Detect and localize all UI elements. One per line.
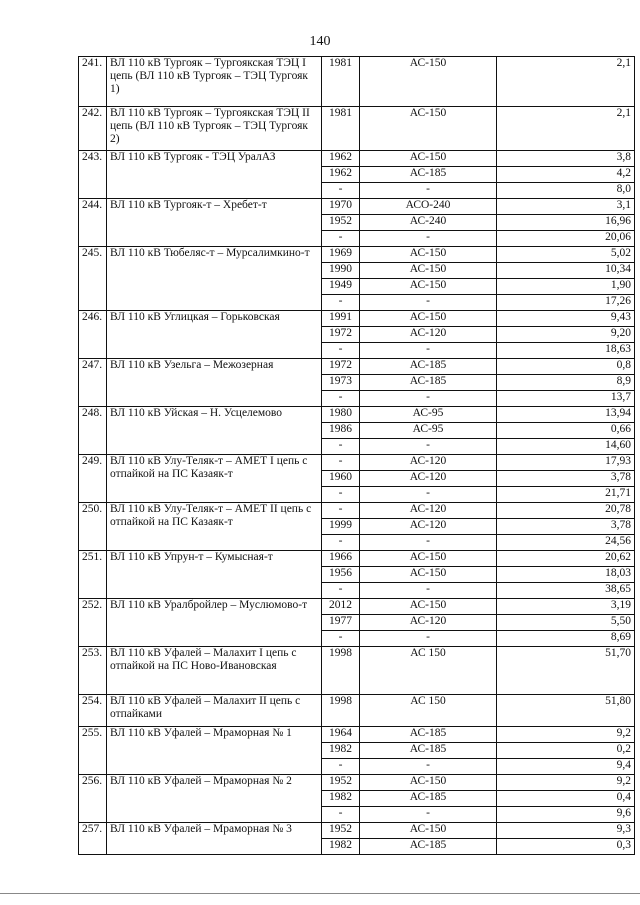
length-cell: 18,03	[497, 567, 635, 583]
wire-type-cell: АС-120	[360, 503, 497, 519]
length-cell: 21,71	[497, 487, 635, 503]
entry-number: 248.	[79, 407, 107, 455]
wire-type-cell: АС-150	[360, 551, 497, 567]
length-cell: 8,0	[497, 183, 635, 199]
line-name: ВЛ 110 кВ Уфалей – Малахит II цепь с отпайками	[107, 695, 322, 727]
year-cell: -	[322, 631, 360, 647]
length-cell: 4,2	[497, 167, 635, 183]
wire-type-cell: -	[360, 439, 497, 455]
year-cell: 1982	[322, 791, 360, 807]
line-name: ВЛ 110 кВ Уфалей – Мраморная № 2	[107, 775, 322, 823]
length-cell: 16,96	[497, 215, 635, 231]
length-cell: 3,1	[497, 199, 635, 215]
year-cell: 1973	[322, 375, 360, 391]
wire-type-cell: АС-185	[360, 839, 497, 855]
wire-type-cell: АС-150	[360, 107, 497, 151]
wire-type-cell: -	[360, 343, 497, 359]
wire-type-cell: АС-95	[360, 423, 497, 439]
table-row	[79, 775, 635, 791]
entry-number: 252.	[79, 599, 107, 647]
entry-number: 244.	[79, 199, 107, 247]
wire-type-cell: АС-120	[360, 327, 497, 343]
entry-number: 254.	[79, 695, 107, 727]
length-cell: 10,34	[497, 263, 635, 279]
table-row	[79, 199, 635, 215]
length-cell: 20,78	[497, 503, 635, 519]
wire-type-cell: АС-120	[360, 471, 497, 487]
table-row	[79, 407, 635, 423]
wire-type-cell: -	[360, 535, 497, 551]
year-cell: -	[322, 535, 360, 551]
wire-type-cell: АС-120	[360, 519, 497, 535]
year-cell: 1981	[322, 57, 360, 107]
year-cell: 1986	[322, 423, 360, 439]
year-cell: 1998	[322, 695, 360, 727]
line-name: ВЛ 110 кВ Тургояк - ТЭЦ УралАЗ	[107, 151, 322, 199]
wire-type-cell: АС-185	[360, 727, 497, 743]
wire-type-cell: АС-150	[360, 279, 497, 295]
table-row	[79, 151, 635, 167]
line-name: ВЛ 110 кВ Улу-Теляк-т – АМЕТ I цепь с отпайкой на ПС Казаяк-т	[107, 455, 322, 503]
entry-number: 242.	[79, 107, 107, 151]
entry-number: 253.	[79, 647, 107, 695]
year-cell: -	[322, 183, 360, 199]
entry-number: 250.	[79, 503, 107, 551]
length-cell: 9,43	[497, 311, 635, 327]
table-row	[79, 247, 635, 263]
entry-number: 247.	[79, 359, 107, 407]
length-cell: 0,4	[497, 791, 635, 807]
table-row	[79, 551, 635, 567]
wire-type-cell: АС-185	[360, 375, 497, 391]
length-cell: 17,26	[497, 295, 635, 311]
year-cell: 1952	[322, 775, 360, 791]
year-cell: 1966	[322, 551, 360, 567]
table-row	[79, 503, 635, 519]
wire-type-cell: -	[360, 759, 497, 775]
table-row	[79, 311, 635, 327]
length-cell: 51,70	[497, 647, 635, 695]
year-cell: 1960	[322, 471, 360, 487]
length-cell: 0,8	[497, 359, 635, 375]
wire-type-cell: АС-150	[360, 775, 497, 791]
wire-type-cell: АСО-240	[360, 199, 497, 215]
length-cell: 0,2	[497, 743, 635, 759]
year-cell: 1972	[322, 327, 360, 343]
wire-type-cell: -	[360, 583, 497, 599]
length-cell: 9,3	[497, 823, 635, 839]
wire-type-cell: АС-150	[360, 823, 497, 839]
length-cell: 18,63	[497, 343, 635, 359]
line-name: ВЛ 110 кВ Тюбеляс-т – Мурсалимкино-т	[107, 247, 322, 311]
year-cell: -	[322, 503, 360, 519]
year-cell: 1977	[322, 615, 360, 631]
length-cell: 13,94	[497, 407, 635, 423]
length-cell: 38,65	[497, 583, 635, 599]
year-cell: 1982	[322, 839, 360, 855]
entry-number: 249.	[79, 455, 107, 503]
entry-number: 255.	[79, 727, 107, 775]
wire-type-cell: АС-150	[360, 57, 497, 107]
table-row	[79, 107, 635, 151]
length-cell: 9,20	[497, 327, 635, 343]
length-cell: 24,56	[497, 535, 635, 551]
length-cell: 20,06	[497, 231, 635, 247]
wire-type-cell: АС-150	[360, 247, 497, 263]
year-cell: -	[322, 759, 360, 775]
length-cell: 2,1	[497, 107, 635, 151]
wire-type-cell: АС 150	[360, 647, 497, 695]
power-lines-table	[78, 56, 635, 855]
year-cell: 1962	[322, 151, 360, 167]
table-row	[79, 57, 635, 107]
table-row	[79, 647, 635, 695]
table-row	[79, 455, 635, 471]
table-row	[79, 727, 635, 743]
wire-type-cell: АС-150	[360, 263, 497, 279]
wire-type-cell: АС-120	[360, 455, 497, 471]
length-cell: 0,3	[497, 839, 635, 855]
wire-type-cell: -	[360, 183, 497, 199]
length-cell: 3,19	[497, 599, 635, 615]
length-cell: 1,90	[497, 279, 635, 295]
wire-type-cell: -	[360, 295, 497, 311]
line-name: ВЛ 110 кВ Углицкая – Горьковская	[107, 311, 322, 359]
length-cell: 3,78	[497, 471, 635, 487]
year-cell: -	[322, 343, 360, 359]
entry-number: 257.	[79, 823, 107, 855]
year-cell: 1952	[322, 823, 360, 839]
length-cell: 51,80	[497, 695, 635, 727]
wire-type-cell: АС-150	[360, 599, 497, 615]
wire-type-cell: АС-185	[360, 743, 497, 759]
year-cell: 1991	[322, 311, 360, 327]
entry-number: 251.	[79, 551, 107, 599]
line-name: ВЛ 110 кВ Уйская – Н. Усцелемово	[107, 407, 322, 455]
length-cell: 20,62	[497, 551, 635, 567]
line-name: ВЛ 110 кВ Тургояк-т – Хребет-т	[107, 199, 322, 247]
length-cell: 14,60	[497, 439, 635, 455]
wire-type-cell: АС-95	[360, 407, 497, 423]
line-name: ВЛ 110 кВ Уралбройлер – Муслюмово-т	[107, 599, 322, 647]
year-cell: 1964	[322, 727, 360, 743]
year-cell: 1998	[322, 647, 360, 695]
line-name: ВЛ 110 кВ Уфалей – Малахит I цепь с отпайкой на ПС Ново-Ивановская	[107, 647, 322, 695]
wire-type-cell: АС-240	[360, 215, 497, 231]
year-cell: 1981	[322, 107, 360, 151]
year-cell: 2012	[322, 599, 360, 615]
wire-type-cell: -	[360, 807, 497, 823]
wire-type-cell: АС-150	[360, 151, 497, 167]
table-row	[79, 695, 635, 727]
year-cell: 1972	[322, 359, 360, 375]
year-cell: -	[322, 231, 360, 247]
length-cell: 9,2	[497, 727, 635, 743]
length-cell: 13,7	[497, 391, 635, 407]
entry-number: 245.	[79, 247, 107, 311]
wire-type-cell: АС-185	[360, 791, 497, 807]
length-cell: 9,4	[497, 759, 635, 775]
entry-number: 243.	[79, 151, 107, 199]
length-cell: 5,50	[497, 615, 635, 631]
year-cell: 1956	[322, 567, 360, 583]
year-cell: -	[322, 487, 360, 503]
year-cell: 1962	[322, 167, 360, 183]
wire-type-cell: АС-120	[360, 615, 497, 631]
year-cell: 1990	[322, 263, 360, 279]
length-cell: 9,2	[497, 775, 635, 791]
wire-type-cell: АС-150	[360, 567, 497, 583]
length-cell: 8,9	[497, 375, 635, 391]
line-name: ВЛ 110 кВ Тургояк – Тургоякская ТЭЦ I цепь (ВЛ 110 кВ Тургояк – ТЭЦ Тургояк 1)	[107, 57, 322, 107]
wire-type-cell: -	[360, 487, 497, 503]
year-cell: -	[322, 295, 360, 311]
length-cell: 2,1	[497, 57, 635, 107]
year-cell: -	[322, 439, 360, 455]
year-cell: 1982	[322, 743, 360, 759]
line-name: ВЛ 110 кВ Упрун-т – Кумысная-т	[107, 551, 322, 599]
table-row	[79, 599, 635, 615]
year-cell: 1952	[322, 215, 360, 231]
wire-type-cell: -	[360, 631, 497, 647]
length-cell: 9,6	[497, 807, 635, 823]
line-name: ВЛ 110 кВ Уфалей – Мраморная № 1	[107, 727, 322, 775]
wire-type-cell: АС-150	[360, 311, 497, 327]
year-cell: 1980	[322, 407, 360, 423]
length-cell: 3,78	[497, 519, 635, 535]
entry-number: 246.	[79, 311, 107, 359]
entry-number: 241.	[79, 57, 107, 107]
wire-type-cell: АС 150	[360, 695, 497, 727]
line-name: ВЛ 110 кВ Уфалей – Мраморная № 3	[107, 823, 322, 855]
length-cell: 8,69	[497, 631, 635, 647]
year-cell: 1949	[322, 279, 360, 295]
year-cell: 1999	[322, 519, 360, 535]
table-row	[79, 359, 635, 375]
year-cell: 1970	[322, 199, 360, 215]
year-cell: 1969	[322, 247, 360, 263]
year-cell: -	[322, 583, 360, 599]
wire-type-cell: -	[360, 391, 497, 407]
year-cell: -	[322, 391, 360, 407]
page-number: 140	[309, 34, 331, 49]
wire-type-cell: АС-185	[360, 359, 497, 375]
table-row	[79, 823, 635, 839]
line-name: ВЛ 110 кВ Узельга – Межозерная	[107, 359, 322, 407]
length-cell: 0,66	[497, 423, 635, 439]
line-name: ВЛ 110 кВ Улу-Теляк-т – АМЕТ II цепь с отпайкой на ПС Казаяк-т	[107, 503, 322, 551]
length-cell: 17,93	[497, 455, 635, 471]
year-cell: -	[322, 807, 360, 823]
wire-type-cell: -	[360, 231, 497, 247]
wire-type-cell: АС-185	[360, 167, 497, 183]
year-cell: -	[322, 455, 360, 471]
line-name: ВЛ 110 кВ Тургояк – Тургоякская ТЭЦ II цепь (ВЛ 110 кВ Тургояк – ТЭЦ Тургояк 2)	[107, 107, 322, 151]
length-cell: 5,02	[497, 247, 635, 263]
entry-number: 256.	[79, 775, 107, 823]
bottom-scan-border	[0, 893, 640, 894]
length-cell: 3,8	[497, 151, 635, 167]
